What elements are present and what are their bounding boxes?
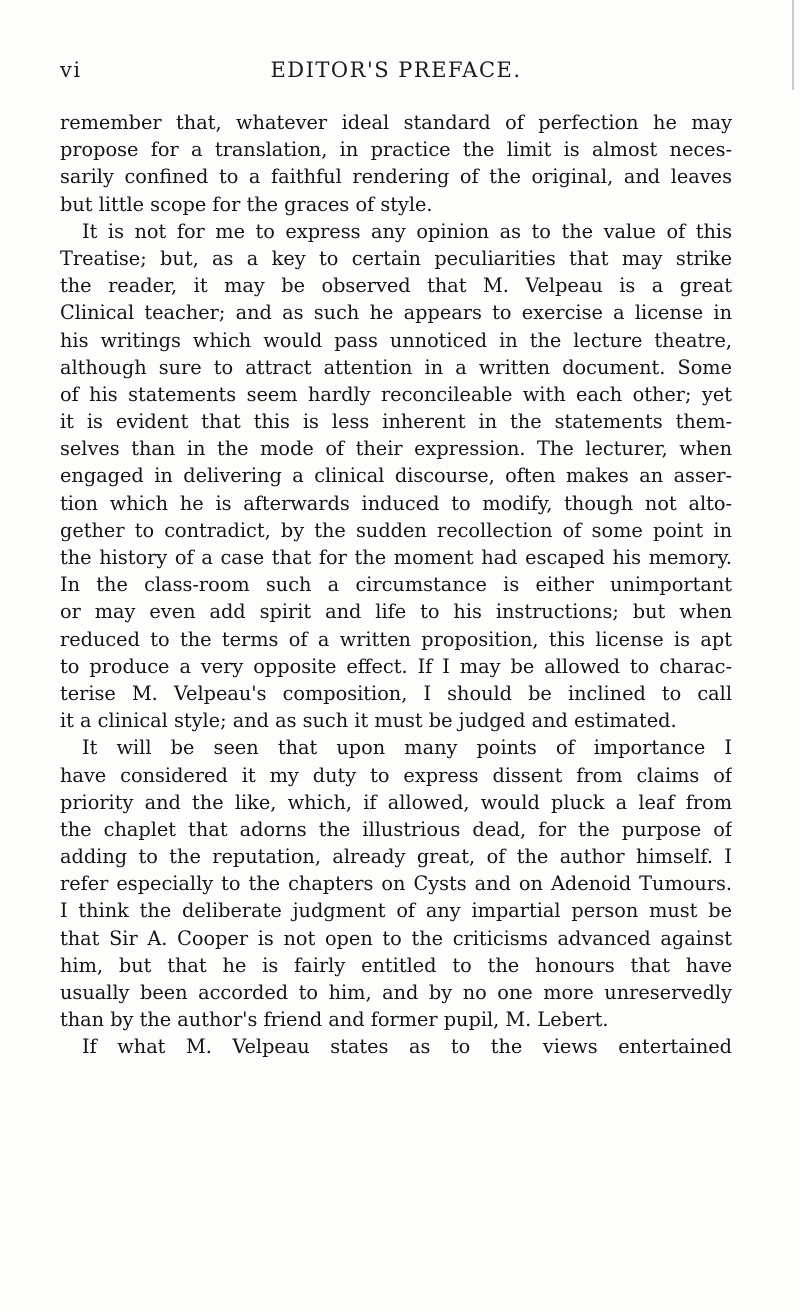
text-line: or may even add spirit and life to his instructions; but when [60,600,732,624]
text-line: of his statements seem hardly reconcileable with each other; yet [60,382,732,406]
text-line: sarily confined to a faithful rendering of the original, and leaves [60,165,732,189]
text-line: that Sir A. Cooper is not open to the criticisms advanced against [60,926,732,950]
text-line: reduced to the terms of a written proposition, this license is apt [60,627,732,651]
text-line: If what M. Velpeau states as to the views entertained [82,1035,732,1059]
text-line: than by the author's friend and former pupil, M. Lebert. [60,1008,609,1032]
text-line: refer especially to the chapters on Cysts and on Adenoid Tumours. [60,872,732,896]
text-line: I think the deliberate judgment of any impartial person must be [60,899,732,923]
text-line: remember that, whatever ideal standard of perfection he may [60,111,732,134]
text-line: but little scope for the graces of style. [60,192,433,216]
text-line: to produce a very opposite effect. If I may be allowed to charac- [60,654,732,678]
page-header [60,58,732,88]
page-edge-shadow [792,0,794,90]
text-line: the history of a case that for the moment had escaped his memory. [60,546,732,569]
text-line: Treatise; but, as a key to certain peculiarities that may strike [60,246,732,270]
text-line: It is not for me to express any opinion as to the value of this [82,219,732,243]
text-line: It will be seen that upon many points of importance I [82,736,732,760]
text-line: the chaplet that adorns the illustrious dead, for the purpose of [60,817,732,841]
text-line: gether to contradict, by the sudden recollection of some point in [60,518,732,542]
text-line: Clinical teacher; and as such he appears to exercise a license in [60,301,732,325]
body-text [60,109,732,1061]
text-line: it a clinical style; and as such it must be judged and estimated. [60,709,677,733]
text-line: his writings which would pass unnoticed in the lecture theatre, [60,328,732,352]
text-line: engaged in delivering a clinical discourse, often makes an asser- [60,464,732,488]
text-line: terise M. Velpeau's composition, I should be inclined to call [60,681,732,705]
running-head: EDITOR'S PREFACE. [270,58,522,82]
page-number: vi [60,58,82,82]
text-line: propose for a translation, in practice the limit is almost neces- [60,138,732,162]
text-line: In the class-room such a circumstance is either unimportant [60,573,732,597]
text-line: have considered it my duty to express dissent from claims of [60,763,732,787]
text-line: tion which he is afterwards induced to modify, though not alto- [60,491,732,515]
text-line: selves than in the mode of their expression. The lecturer, when [60,437,732,461]
text-line: him, but that he is fairly entitled to the honours that have [60,953,732,977]
text-line: the reader, it may be observed that M. Velpeau is a great [60,274,732,298]
text-line: it is evident that this is less inherent in the statements them- [60,410,732,434]
text-line: although sure to attract attention in a written document. Some [60,355,732,379]
text-line: priority and the like, which, if allowed, would pluck a leaf from [60,790,732,814]
text-line: adding to the reputation, already great, of the author himself. I [60,845,732,869]
text-line: usually been accorded to him, and by no one more unreservedly [60,981,732,1004]
